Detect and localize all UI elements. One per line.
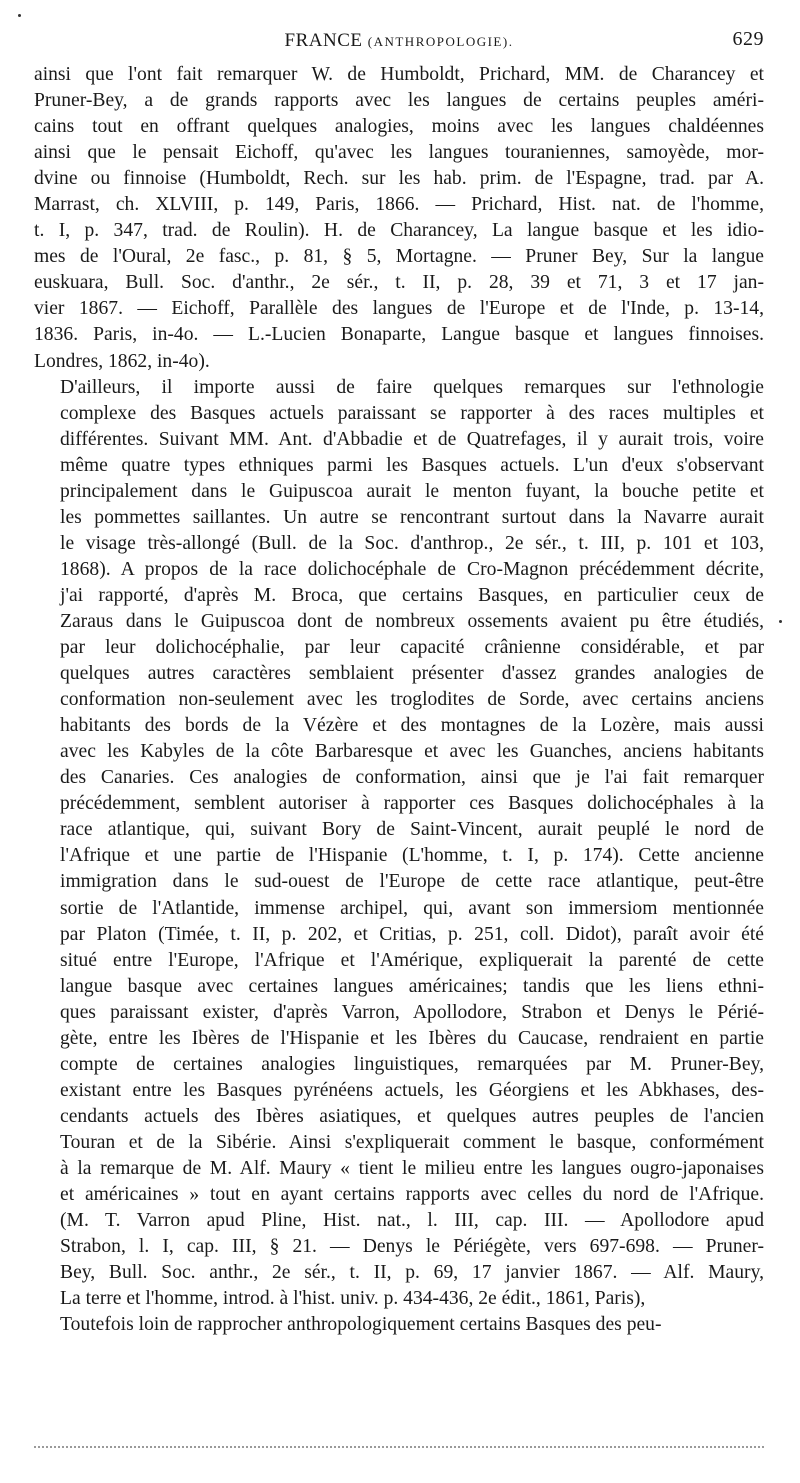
text-line: par leur dolichocéphalie, par leur capacité crânienne considérable, et par — [60, 637, 764, 659]
text-line: et américaines » tout en ayant certains rapports avec celles du nord de l'Afrique. — [60, 1184, 764, 1206]
text-line: à la remarque de M. Alf. Maury « tient le milieu entre les langues ougro-japonaises — [60, 1157, 764, 1179]
text-line: cendants actuels des Ibères asiatiques, et quelques autres peuples de l'ancien — [60, 1105, 764, 1127]
text-line: compte de certaines analogies linguistiques, remarquées par M. Pruner-Bey, — [60, 1053, 764, 1075]
text-line: cains tout en offrant quelques analogies, moins avec les langues chaldéennes — [34, 116, 764, 138]
margin-speck-right — [779, 620, 782, 623]
text-line: t. I, p. 347, trad. de Roulin). H. de Charancey, La langue basque et les idio- — [34, 220, 764, 242]
text-line: des Canaries. Ces analogies de conformation, ainsi que je l'ai fait remarquer — [60, 767, 764, 789]
text-line: principalement dans le Guipuscoa aurait le menton fuyant, la bouche petite et — [60, 480, 764, 502]
text-line: j'ai rapporté, d'après M. Broca, que certains Basques, en particulier ceux de — [60, 584, 764, 606]
text-line: sortie de l'Atlantide, immense archipel, qui, avant son immersiom mentionnée — [60, 897, 764, 919]
text-line: race atlantique, qui, suivant Bory de Saint-Vincent, aurait peuplé le nord de — [60, 819, 764, 841]
text-line: ainsi que l'ont fait remarquer W. de Humboldt, Prichard, MM. de Charancey et — [34, 64, 764, 85]
text-line: quelques autres caractères semblaient présenter d'assez grandes analogies de — [60, 663, 764, 685]
text-line: Toutefois loin de rapprocher anthropologiquement certains Basques des peu- — [60, 1314, 662, 1336]
text-line: les pommettes saillantes. Un autre se rencontrant surtout dans la Navarre aurait — [60, 506, 764, 528]
text-line: conformation non-seulement avec les troglodites de Sorde, avec certains anciens — [60, 689, 764, 711]
text-line: Touran et de la Sibérie. Ainsi s'expliquerait comment le basque, conformément — [60, 1131, 764, 1153]
text-line: vier 1867. — Eichoff, Parallèle des langues de l'Europe et de l'Inde, p. 13-14, — [34, 298, 764, 320]
footer-rule — [34, 1446, 764, 1448]
text-line: complexe des Basques actuels paraissant se rapporter à des races multiples et — [60, 402, 764, 424]
paragraph — [34, 1312, 764, 1338]
text-line: différentes. Suivant MM. Ant. d'Abbadie et de Quatrefages, il y aurait trois, voire — [60, 428, 764, 450]
text-line: langue basque avec certaines langues américaines; tandis que les liens ethni- — [60, 975, 764, 997]
text-line: gète, entre les Ibères de l'Hispanie et les Ibères du Caucase, rendraient en partie — [60, 1027, 764, 1049]
text-line: situé entre l'Europe, l'Afrique et l'Amérique, expliquerait la parenté de cette — [60, 949, 764, 971]
text-line: même quatre types ethniques parmi les Basques actuels. L'un d'eux s'observant — [60, 454, 764, 476]
running-header — [34, 28, 764, 62]
text-line: le visage très-allongé (Bull. de la Soc. d'anthrop., 2e sér., t. III, p. 101 et 103, — [60, 532, 764, 554]
text-line: par Platon (Timée, t. II, p. 202, et Critias, p. 251, coll. Didot), paraît avoir été — [60, 923, 764, 945]
text-line: Pruner-Bey, a de grands rapports avec les langues de certains peuples améri- — [34, 90, 764, 112]
paragraph — [34, 375, 764, 1313]
text-line: mes de l'Oural, 2e fasc., p. 81, § 5, Mortagne. — Pruner Bey, Sur la langue — [34, 246, 764, 268]
text-line: 1836. Paris, in-4o. — L.-Lucien Bonaparte, Langue basque et langues finnoises. — [34, 324, 764, 346]
text-line: existant entre les Basques pyrénéens actuels, les Géorgiens et les Abkhases, des- — [60, 1079, 764, 1101]
text-line: (M. T. Varron apud Pline, Hist. nat., l. III, cap. III. — Apollodore apud — [60, 1210, 764, 1232]
text-line: précédemment, semblent autoriser à rapporter ces Basques dolichocéphales à la — [60, 793, 764, 815]
text-line: Zaraus dans le Guipuscoa dont de nombreux ossements avaient pu être étudiés, — [60, 610, 764, 632]
book-page — [34, 28, 764, 1338]
text-line: dvine ou finnoise (Humboldt, Rech. sur les hab. prim. de l'Espagne, trad. par A. — [34, 168, 764, 190]
text-line: Strabon, l. I, cap. III, § 21. — Denys le Périégète, vers 697-698. — Pruner- — [60, 1236, 764, 1258]
text-line: l'Afrique et une partie de l'Hispanie (L'homme, t. I, p. 174). Cette ancienne — [60, 845, 764, 867]
running-title — [34, 30, 764, 52]
text-line: ques paraissant exister, d'après Varron, Apollodore, Strabon et Denys le Périé- — [60, 1001, 764, 1023]
margin-speck-top — [18, 14, 21, 17]
text-line: ainsi que le pensait Eichoff, qu'avec les langues touraniennes, samoyède, mor- — [34, 142, 764, 164]
text-line: La terre et l'homme, introd. à l'hist. univ. p. 434-436, 2e édit., 1861, Paris), — [60, 1288, 646, 1310]
running-title-main: FRANCE — [284, 30, 363, 51]
page-body — [34, 62, 764, 1338]
running-title-sub: (ANTHROPOLOGIE). — [367, 34, 514, 49]
paragraph — [34, 62, 764, 375]
text-line: Londres, 1862, in-4o). — [34, 350, 210, 372]
text-line: immigration dans le sud-ouest de l'Europe de cette race atlantique, peut-être — [60, 871, 764, 893]
text-line: D'ailleurs, il importe aussi de faire quelques remarques sur l'ethnologie — [60, 376, 764, 398]
text-line: habitants des bords de la Vézère et des montagnes de la Lozère, mais aussi — [60, 715, 764, 737]
text-line: euskuara, Bull. Soc. d'anthr., 2e sér., t. II, p. 28, 39 et 71, 3 et 17 jan- — [34, 272, 764, 294]
page-number: 629 — [732, 28, 764, 50]
text-line: Marrast, ch. XLVIII, p. 149, Paris, 1866. — Prichard, Hist. nat. de l'homme, — [34, 194, 764, 216]
text-line: Bey, Bull. Soc. anthr., 2e sér., t. II, p. 69, 17 janvier 1867. — Alf. Maury, — [60, 1262, 764, 1284]
text-line: avec les Kabyles de la côte Barbaresque et avec les Guanches, anciens habitants — [60, 741, 764, 763]
text-line: 1868). A propos de la race dolichocéphale de Cro-Magnon précédemment décrite, — [60, 558, 764, 580]
